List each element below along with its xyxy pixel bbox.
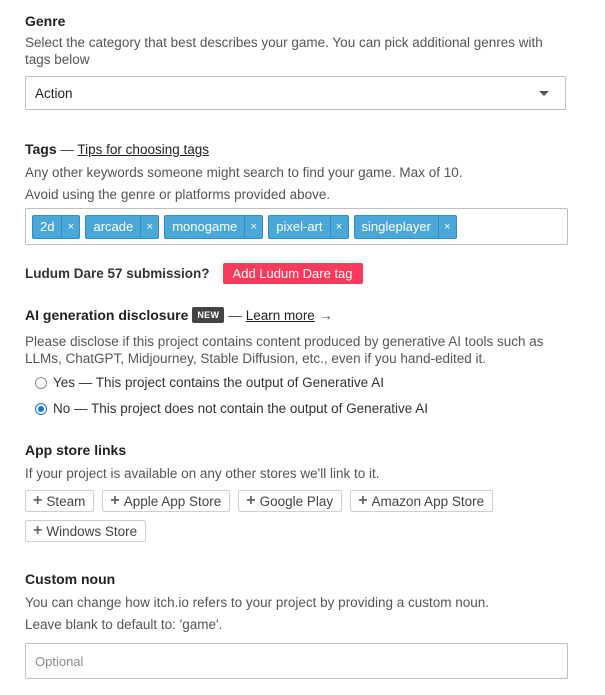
remove-tag-icon[interactable]: × (244, 216, 262, 238)
add-windows-store-button[interactable] (25, 520, 146, 542)
ai-option-yes[interactable] (35, 375, 384, 390)
tags-dash: — (60, 142, 74, 157)
tag-chip (85, 215, 159, 239)
custom-noun-hint: You can change how itch.io refers to your project by providing a custom noun. (25, 595, 490, 610)
add-apple-app-store-button[interactable] (102, 490, 230, 512)
tag-chip (164, 215, 263, 239)
custom-noun-default-hint: Leave blank to default to: 'game'. (25, 617, 223, 632)
ai-option-no[interactable] (35, 401, 428, 416)
app-store-links-hint: If your project is available on any other stores we'll link to it. (25, 466, 380, 481)
custom-noun-label: Custom noun (25, 571, 116, 587)
tag-chip-label: monogame (172, 218, 238, 234)
tags-label: Tags (25, 141, 57, 157)
plus-icon: + (33, 492, 43, 509)
ai-disclosure-hint: Please disclose if this project contains content produced by generative AI tools such as LLMs, ChatGPT, Midjourney, Stable Diffusion, etc., even if you hand-edited it. (25, 334, 544, 366)
tags-input[interactable] (25, 208, 568, 245)
genre-section (25, 13, 568, 68)
genre-selected-value: Action (35, 85, 73, 101)
radio-button[interactable] (35, 377, 47, 389)
ai-disclosure-heading (25, 307, 332, 323)
ludum-dare-row (25, 263, 363, 284)
genre-hint: Select the category that best describes your game. You can pick additional genres with tags below (25, 35, 543, 67)
remove-tag-icon[interactable]: × (140, 216, 158, 238)
tag-chip-label: 2d (40, 218, 55, 234)
ai-option-no-label: No — This project does not contain the output of Generative AI (53, 401, 428, 416)
tag-chip (32, 215, 80, 239)
add-apple-app-store-label: Apple App Store (123, 493, 222, 509)
plus-icon: + (358, 492, 368, 509)
ai-disclosure-label: AI generation disclosure (25, 307, 189, 323)
tag-chip-label: pixel-art (276, 218, 323, 234)
tag-chip-label: singleplayer (361, 218, 431, 234)
genre-label: Genre (25, 13, 66, 29)
plus-icon: + (246, 492, 256, 509)
plus-icon: + (33, 522, 43, 539)
add-steam-button[interactable] (25, 490, 94, 512)
custom-noun-input[interactable] (25, 643, 568, 679)
tag-chip-label: arcade (93, 218, 134, 234)
tags-hint-keywords: Any other keywords someone might search to find your game. Max of 10. (25, 165, 463, 180)
tag-chip (268, 215, 348, 239)
genre-select[interactable] (25, 76, 566, 110)
remove-tag-icon[interactable]: × (438, 216, 456, 238)
add-windows-store-label: Windows Store (46, 523, 138, 539)
chevron-down-icon (539, 91, 549, 96)
new-badge: NEW (192, 307, 224, 323)
remove-tag-icon[interactable]: × (61, 216, 79, 238)
tag-chip (354, 215, 457, 239)
arrow-right-icon: → (318, 307, 333, 323)
add-amazon-app-store-button[interactable] (350, 490, 493, 512)
radio-button-selected[interactable] (35, 403, 47, 415)
plus-icon: + (110, 492, 120, 509)
tips-for-choosing-tags-link[interactable]: Tips for choosing tags (77, 142, 209, 157)
add-steam-label: Steam (46, 493, 86, 509)
tags-hint-avoid: Avoid using the genre or platforms provided above. (25, 187, 331, 202)
ai-dash: — (228, 307, 242, 323)
add-amazon-app-store-label: Amazon App Store (371, 493, 485, 509)
learn-more-link[interactable]: Learn more (245, 307, 315, 323)
app-store-buttons (25, 490, 568, 542)
ai-option-yes-label: Yes — This project contains the output of Generative AI (53, 375, 384, 390)
ludum-dare-question: Ludum Dare 57 submission? (25, 266, 210, 281)
add-google-play-button[interactable] (238, 490, 342, 512)
remove-tag-icon[interactable]: × (330, 216, 348, 238)
add-google-play-label: Google Play (259, 493, 334, 509)
app-store-links-label: App store links (25, 442, 127, 458)
tags-heading (25, 141, 209, 157)
add-ludum-dare-tag-button[interactable]: Add Ludum Dare tag (223, 263, 363, 284)
